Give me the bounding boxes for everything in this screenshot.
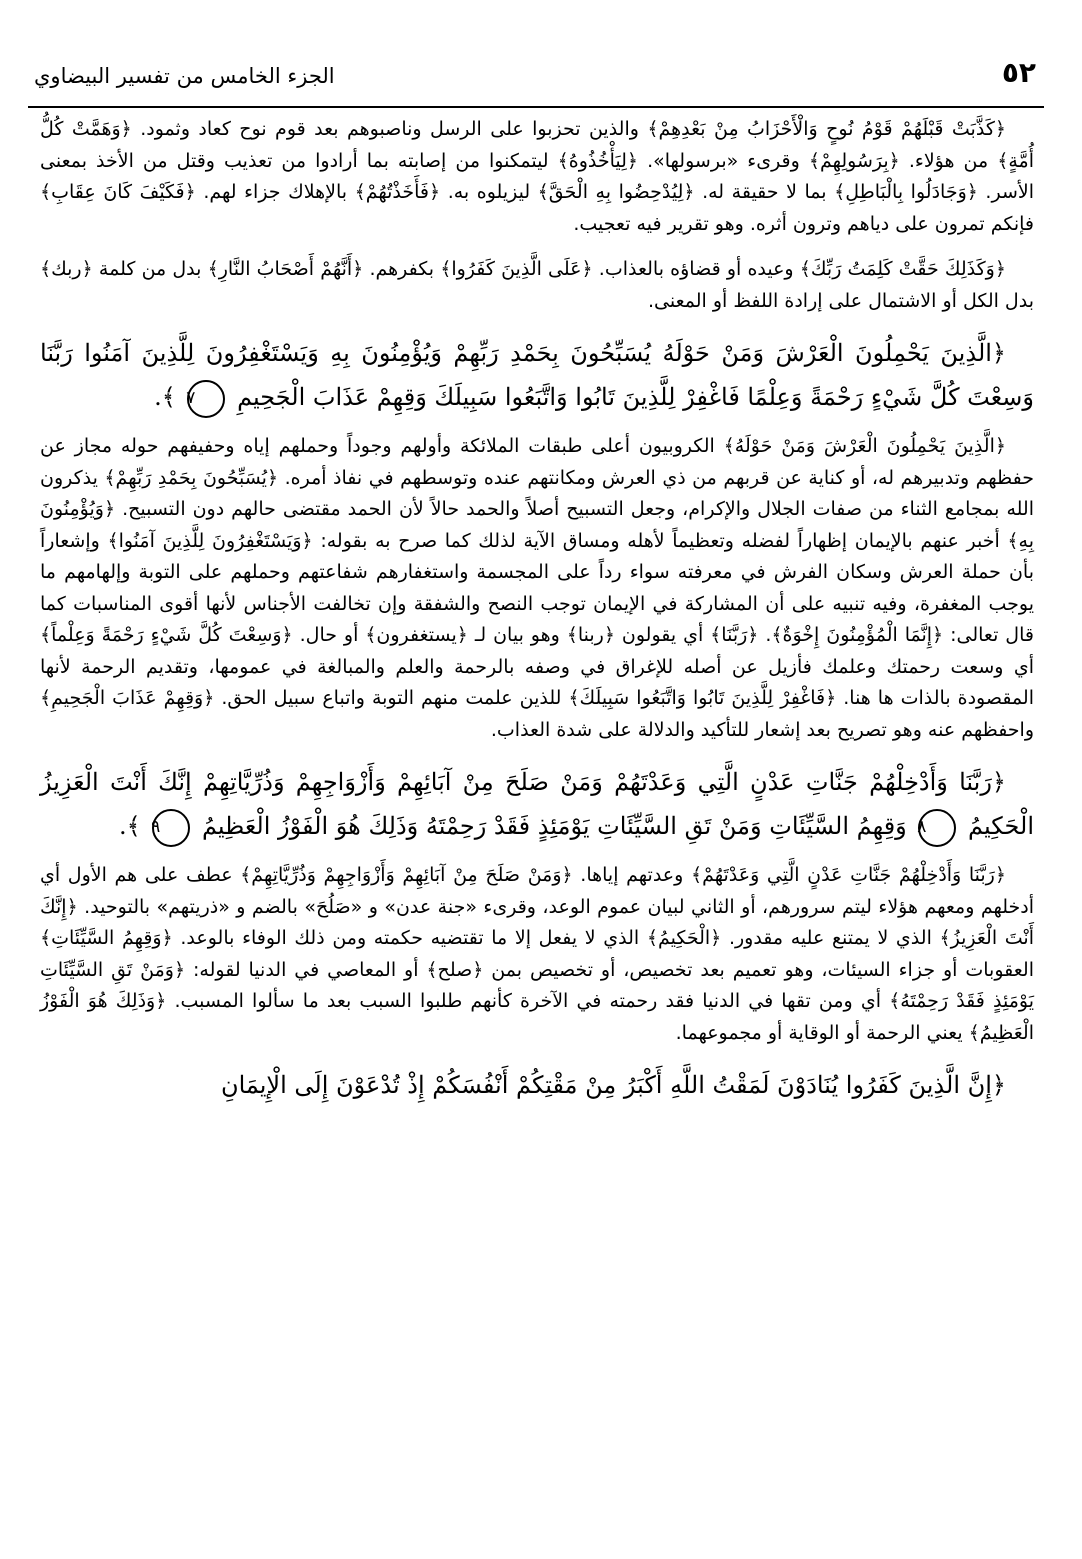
commentary-paragraph-1: ﴿كَذَّبَتْ قَبْلَهُمْ قَوْمُ نُوحٍ وَالْأَحْزَابُ مِنْ بَعْدِهِمْ﴾ والذين تحزبوا على الرسل وناصبوهم بعد قوم نوح كعاد وثمود. ﴿وَهَمَّتْ كُلُّ أُمَّةٍ﴾ من هؤلاء. ﴿بِرَسُولِهِمْ﴾ وقرىء «برسولها». ﴿لِيَأْخُذُوهُ﴾ ليتمكنوا من إصابته بما أرادوا من تعذيب وقتل من الأخذ بمعنى الأسر. ﴿وَجَادَلُوا بِالْبَاطِلِ﴾ بما لا حقيقة له. ﴿لِيُدْحِضُوا بِهِ الْحَقَّ﴾ ليزيلوه به. ﴿فَأَخَذْتُهُمْ﴾ بالإهلاك جزاء لهم. ﴿فَكَيْفَ كَانَ عِقَابِ﴾ فإنكم تمرون على دياهم وترون أثره. وهو تقرير فيه تعجيب. (40, 118, 1034, 235)
ayah-number-marker: ٧ (187, 380, 225, 418)
verse-close: ﴾. (154, 383, 176, 411)
page-header (28, 52, 1044, 108)
commentary-paragraph-4: ﴿رَبَّنَا وَأَدْخِلْهُمْ جَنَّاتِ عَدْنٍ الَّتِي وَعَدْتَهُمْ﴾ وعدتهم إياها. ﴿وَمَنْ صَلَحَ مِنْ آبَائِهِمْ وَأَزْوَاجِهِمْ وَذُرِّيَّاتِهِمْ﴾ عطف على هم الأول أي أدخلهم ومعهم هؤلاء ليتم سرورهم، أو الثاني لبيان عموم الوعد، وقرىء «جنة عدن» و «صَلُحَ» بالضم و «ذريتهم» بالتوحيد. ﴿إِنَّكَ أَنْتَ الْعَزِيزُ﴾ الذي لا يمتنع عليه مقدور. ﴿الْحَكِيمُ﴾ الذي لا يفعل إلا ما تقتضيه حكمته ومن ذلك الوفاء بالوعد. ﴿وَقِهِمُ السَّيِّئَاتِ﴾ العقوبات أو جزاء السيئات، وهو تعميم بعد تخصيص، أو تخصيص بمن ﴿صلح﴾ أو المعاصي في الدنيا لقوله: ﴿وَمَنْ تَقِ السَّيِّئَاتِ يَوْمَئِذٍ فَقَدْ رَحِمْتَهُ﴾ أي ومن تقها في الدنيا فقد رحمته في الآخرة كأنهم طلبوا السبب بعد ما سألوا المسبب. ﴿وَذَلِكَ هُوَ الْفَوْزُ الْعَظِيمُ﴾ يعني الرحمة أو الوقاية أو مجموعهما. (40, 864, 1034, 1044)
running-title: الجزء الخامس من تفسير البيضاوي (34, 64, 335, 88)
verse-text-continued: وَقِهِمُ السَّيِّئَاتِ وَمَنْ تَقِ السَّيِّئَاتِ يَوْمَئِذٍ فَقَدْ رَحِمْتَهُ وَذَلِكَ هُوَ الْفَوْزُ الْعَظِيمُ (201, 812, 907, 840)
commentary-paragraph-3: ﴿الَّذِينَ يَحْمِلُونَ الْعَرْشَ وَمَنْ حَوْلَهُ﴾ الكروبيون أعلى طبقات الملائكة وأولهم وجوداً وحملهم إياه وحفيفهم حوله مجاز عن حفظهم وتدبيرهم له، أو كناية عن قربهم من ذي العرش ومكانتهم عنده وتوسطهم في نفاذ أمره. ﴿يُسَبِّحُونَ بِحَمْدِ رَبِّهِمْ﴾ يذكرون الله بمجامع الثناء من صفات الجلال والإكرام، وجعل التسبيح أصلاً والحمد حالاً لأن الحمد مقتضى حالهم دون التسبيح. ﴿وَيُؤْمِنُونَ بِهِ﴾ أخبر عنهم بالإيمان إظهاراً لفضله وتعظيماً لأهله ومساق الآية لذلك كما صرح به بقوله: ﴿وَيَسْتَغْفِرُونَ لِلَّذِينَ آمَنُوا﴾ وإشعاراً بأن حملة العرش وسكان الفرش في معرفته سواء رداً على المجسمة واستغفارهم شفاعتهم وحملهم على التوبة وإلهامهم ما يوجب المغفرة، وفيه تنبيه على أن المشاركة في الإيمان توجب النصح والشفقة وإن تخالفت الأجناس لأنها أقوى المناسبات كما قال تعالى: ﴿إِنَّمَا الْمُؤْمِنُونَ إِخْوَةٌ﴾. ﴿رَبَّنَا﴾ أي يقولون ﴿ربنا﴾ وهو بيان لـ ﴿يستغفرون﴾ أو حال. ﴿وَسِعْتَ كُلَّ شَيْءٍ رَحْمَةً وَعِلْماً﴾ أي وسعت رحمتك وعلمك فأزيل عن أصله للإغراق في وصفه بالرحمة والعلم والمبالغة في عمومها، وتقديم الرحمة لأنها المقصودة بالذات ها هنا. ﴿فَاغْفِرْ لِلَّذِينَ تَابُوا وَاتَّبَعُوا سَبِيلَكَ﴾ للذين علمت منهم التوبة واتباع سبيل الحق. ﴿وَقِهِمْ عَذَابَ الْجَحِيمِ﴾ واحفظهم عنه وهو تصريح بعد إشعار للتأكيد والدلالة على شدة العذاب. (40, 435, 1034, 741)
quran-verse-7 (40, 331, 1034, 419)
page-body (40, 114, 1034, 1119)
page-number: ٥٢ (1001, 56, 1036, 89)
verse-close: ﴾. (118, 812, 141, 840)
quran-verse-10: ﴿إِنَّ الَّذِينَ كَفَرُوا يُنَادَوْنَ لَمَقْتُ اللَّهِ أَكْبَرُ مِنْ مَقْتِكُمْ أَنْفُسَكُمْ إِذْ تُدْعَوْنَ إِلَى الْإِيمَانِ (220, 1071, 1006, 1099)
ayah-number-marker: ٩ (152, 809, 190, 847)
quran-verse-8-9 (40, 760, 1034, 848)
verse-text: ﴿رَبَّنَا وَأَدْخِلْهُمْ جَنَّاتِ عَدْنٍ الَّتِي وَعَدْتَهُمْ وَمَنْ صَلَحَ مِنْ آبَائِهِمْ وَأَزْوَاجِهِمْ وَذُرِّيَّاتِهِمْ إِنَّكَ أَنْتَ الْعَزِيزُ الْحَكِيمُ (40, 768, 1034, 840)
ayah-number-marker: ٨ (918, 809, 956, 847)
commentary-paragraph-2: ﴿وَكَذَلِكَ حَقَّتْ كَلِمَتُ رَبِّكَ﴾ وعيده أو قضاؤه بالعذاب. ﴿عَلَى الَّذِينَ كَفَرُوا﴾ بكفرهم. ﴿أَنَّهُمْ أَصْحَابُ النَّارِ﴾ بدل من كلمة ﴿ربك﴾ بدل الكل أو الاشتمال على إرادة اللفظ أو المعنى. (40, 258, 1034, 312)
verse-text: ﴿الَّذِينَ يَحْمِلُونَ الْعَرْشَ وَمَنْ حَوْلَهُ يُسَبِّحُونَ بِحَمْدِ رَبِّهِمْ وَيُؤْمِنُونَ بِهِ وَيَسْتَغْفِرُونَ لِلَّذِينَ آمَنُوا رَبَّنَا وَسِعْتَ كُلَّ شَيْءٍ رَحْمَةً وَعِلْمًا فَاغْفِرْ لِلَّذِينَ تَابُوا وَاتَّبَعُوا سَبِيلَكَ وَقِهِمْ عَذَابَ الْجَحِيمِ (40, 339, 1034, 411)
